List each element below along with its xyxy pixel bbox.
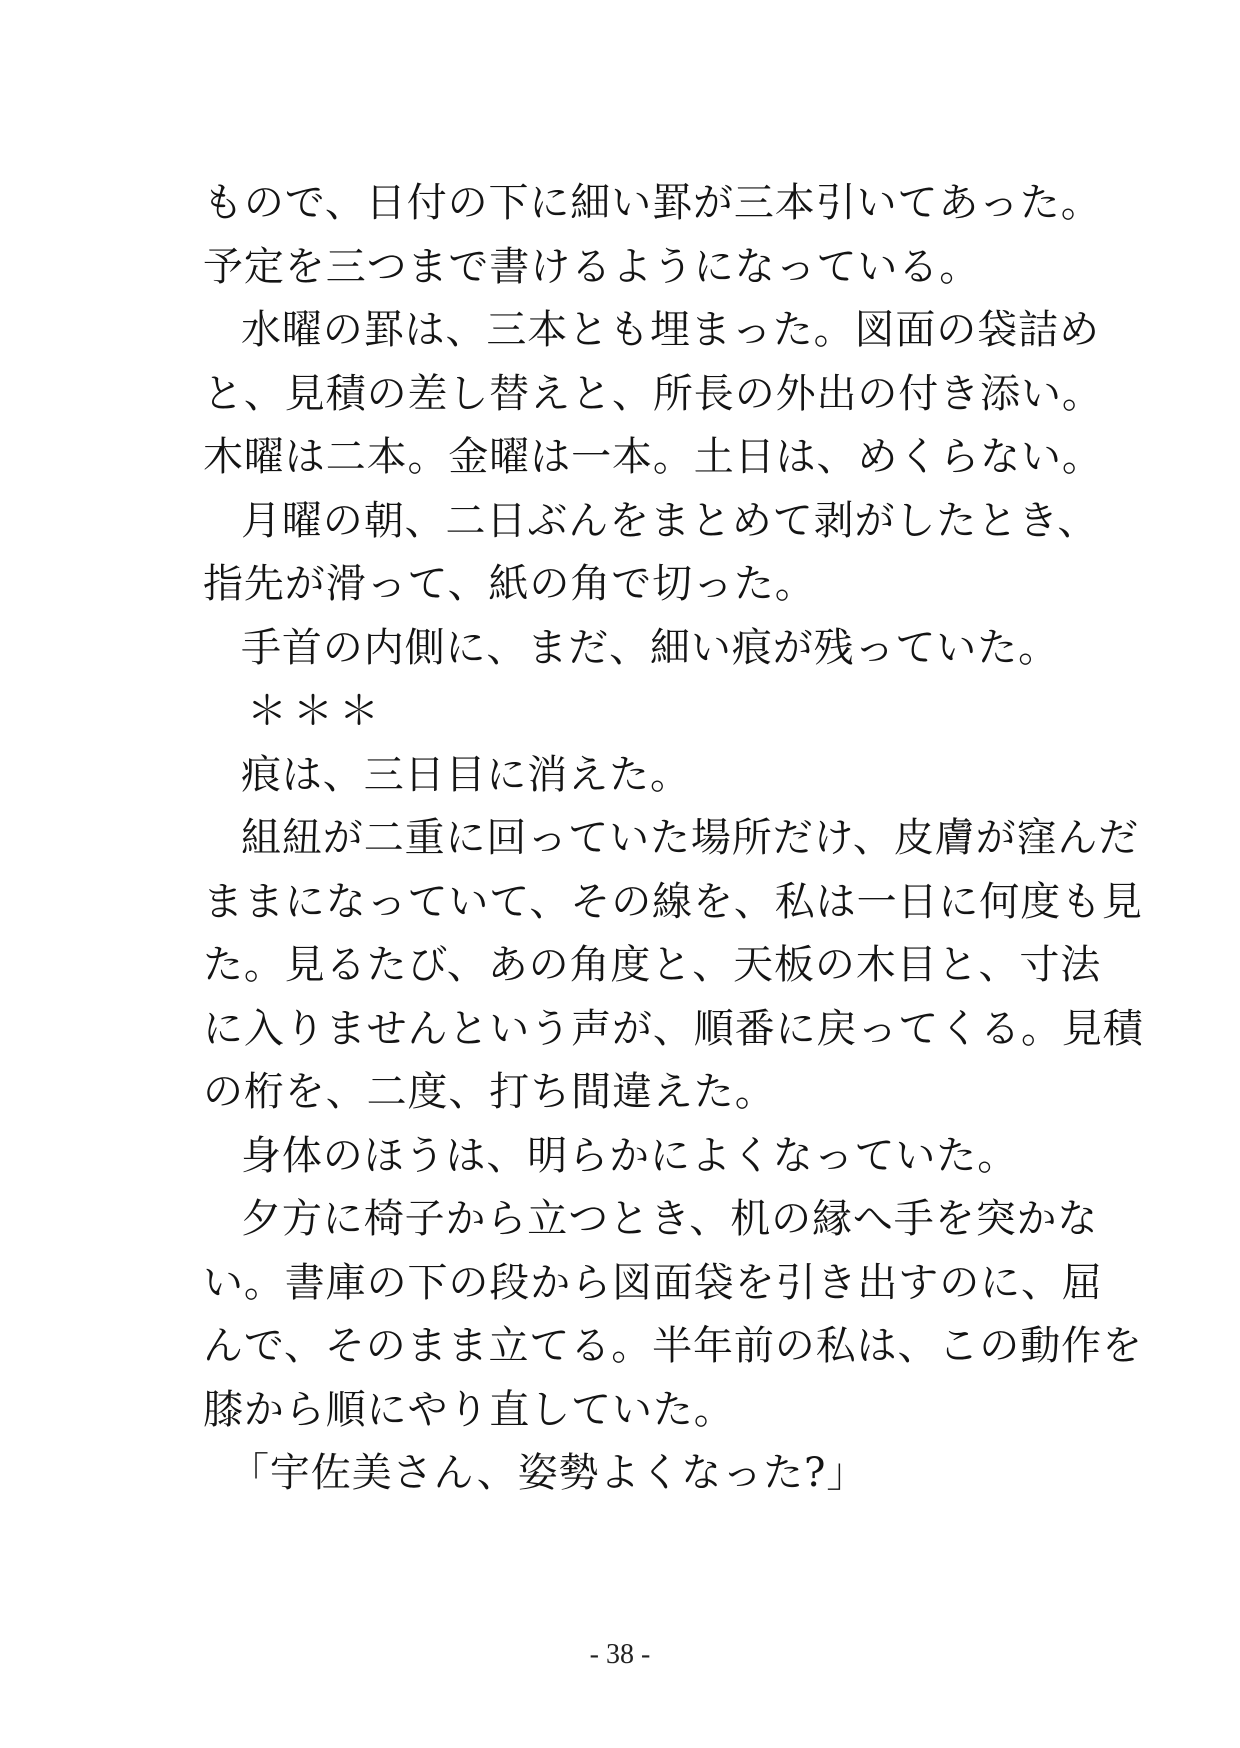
text-line: 予定を三つまで書けるようになっている。 bbox=[203, 243, 981, 290]
body-text bbox=[203, 172, 1144, 1506]
text-line: の桁を、二度、打ち間違えた。 bbox=[203, 1069, 776, 1115]
text-line: い。書庫の下の段から図面袋を引き出すのに、屈 bbox=[203, 1259, 1103, 1306]
paragraph-start-line: 水曜の罫は、三本とも埋まった。図面の袋詰め bbox=[241, 307, 1100, 353]
paragraph-start-line: 痕は、三日目に消えた。 bbox=[241, 751, 691, 798]
page-number: - 38 - bbox=[589, 1639, 651, 1670]
text-line: に入りませんという声が、順番に戻ってくる。見積 bbox=[203, 1005, 1144, 1052]
paragraph-start-line: 身体のほうは、明らかによくなっていた。 bbox=[241, 1132, 1019, 1179]
text-line: ままになっていて、その線を、私は一日に何度も見 bbox=[203, 878, 1143, 925]
paragraph-start-line: 組紐が二重に回っていた場所だけ、皮膚が窪んだ bbox=[241, 815, 1140, 861]
paragraph-start-line: 夕方に椅子から立つとき、机の縁へ手を突かな bbox=[241, 1196, 1099, 1242]
text-line: と、見積の差し替えと、所長の外出の付き添い。 bbox=[203, 370, 1103, 417]
text-line: 木曜は二本。金曜は一本。土日は、めくらない。 bbox=[203, 434, 1103, 480]
paragraph-start-line: 月曜の朝、二日ぶんをまとめて剥がしたとき、 bbox=[241, 497, 1099, 544]
text-line: んで、そのまま立てる。半年前の私は、この動作を bbox=[203, 1323, 1143, 1369]
text-line: 膝から順にやり直していた。 bbox=[203, 1386, 735, 1433]
text-line: もので、日付の下に細い罫が三本引いてあった。 bbox=[203, 180, 1102, 226]
paragraph-start-line: 手首の内側に、まだ、細い痕が残っていた。 bbox=[241, 624, 1059, 671]
dialogue-line: 「宇佐美さん、姿勢よくなった?」 bbox=[229, 1450, 868, 1496]
scene-break: ＊＊＊ bbox=[247, 688, 385, 734]
text-line: 指先が滑って、紙の角で切った。 bbox=[203, 561, 816, 607]
text-line: た。見るたび、あの角度と、天板の木目と、寸法 bbox=[203, 942, 1102, 988]
